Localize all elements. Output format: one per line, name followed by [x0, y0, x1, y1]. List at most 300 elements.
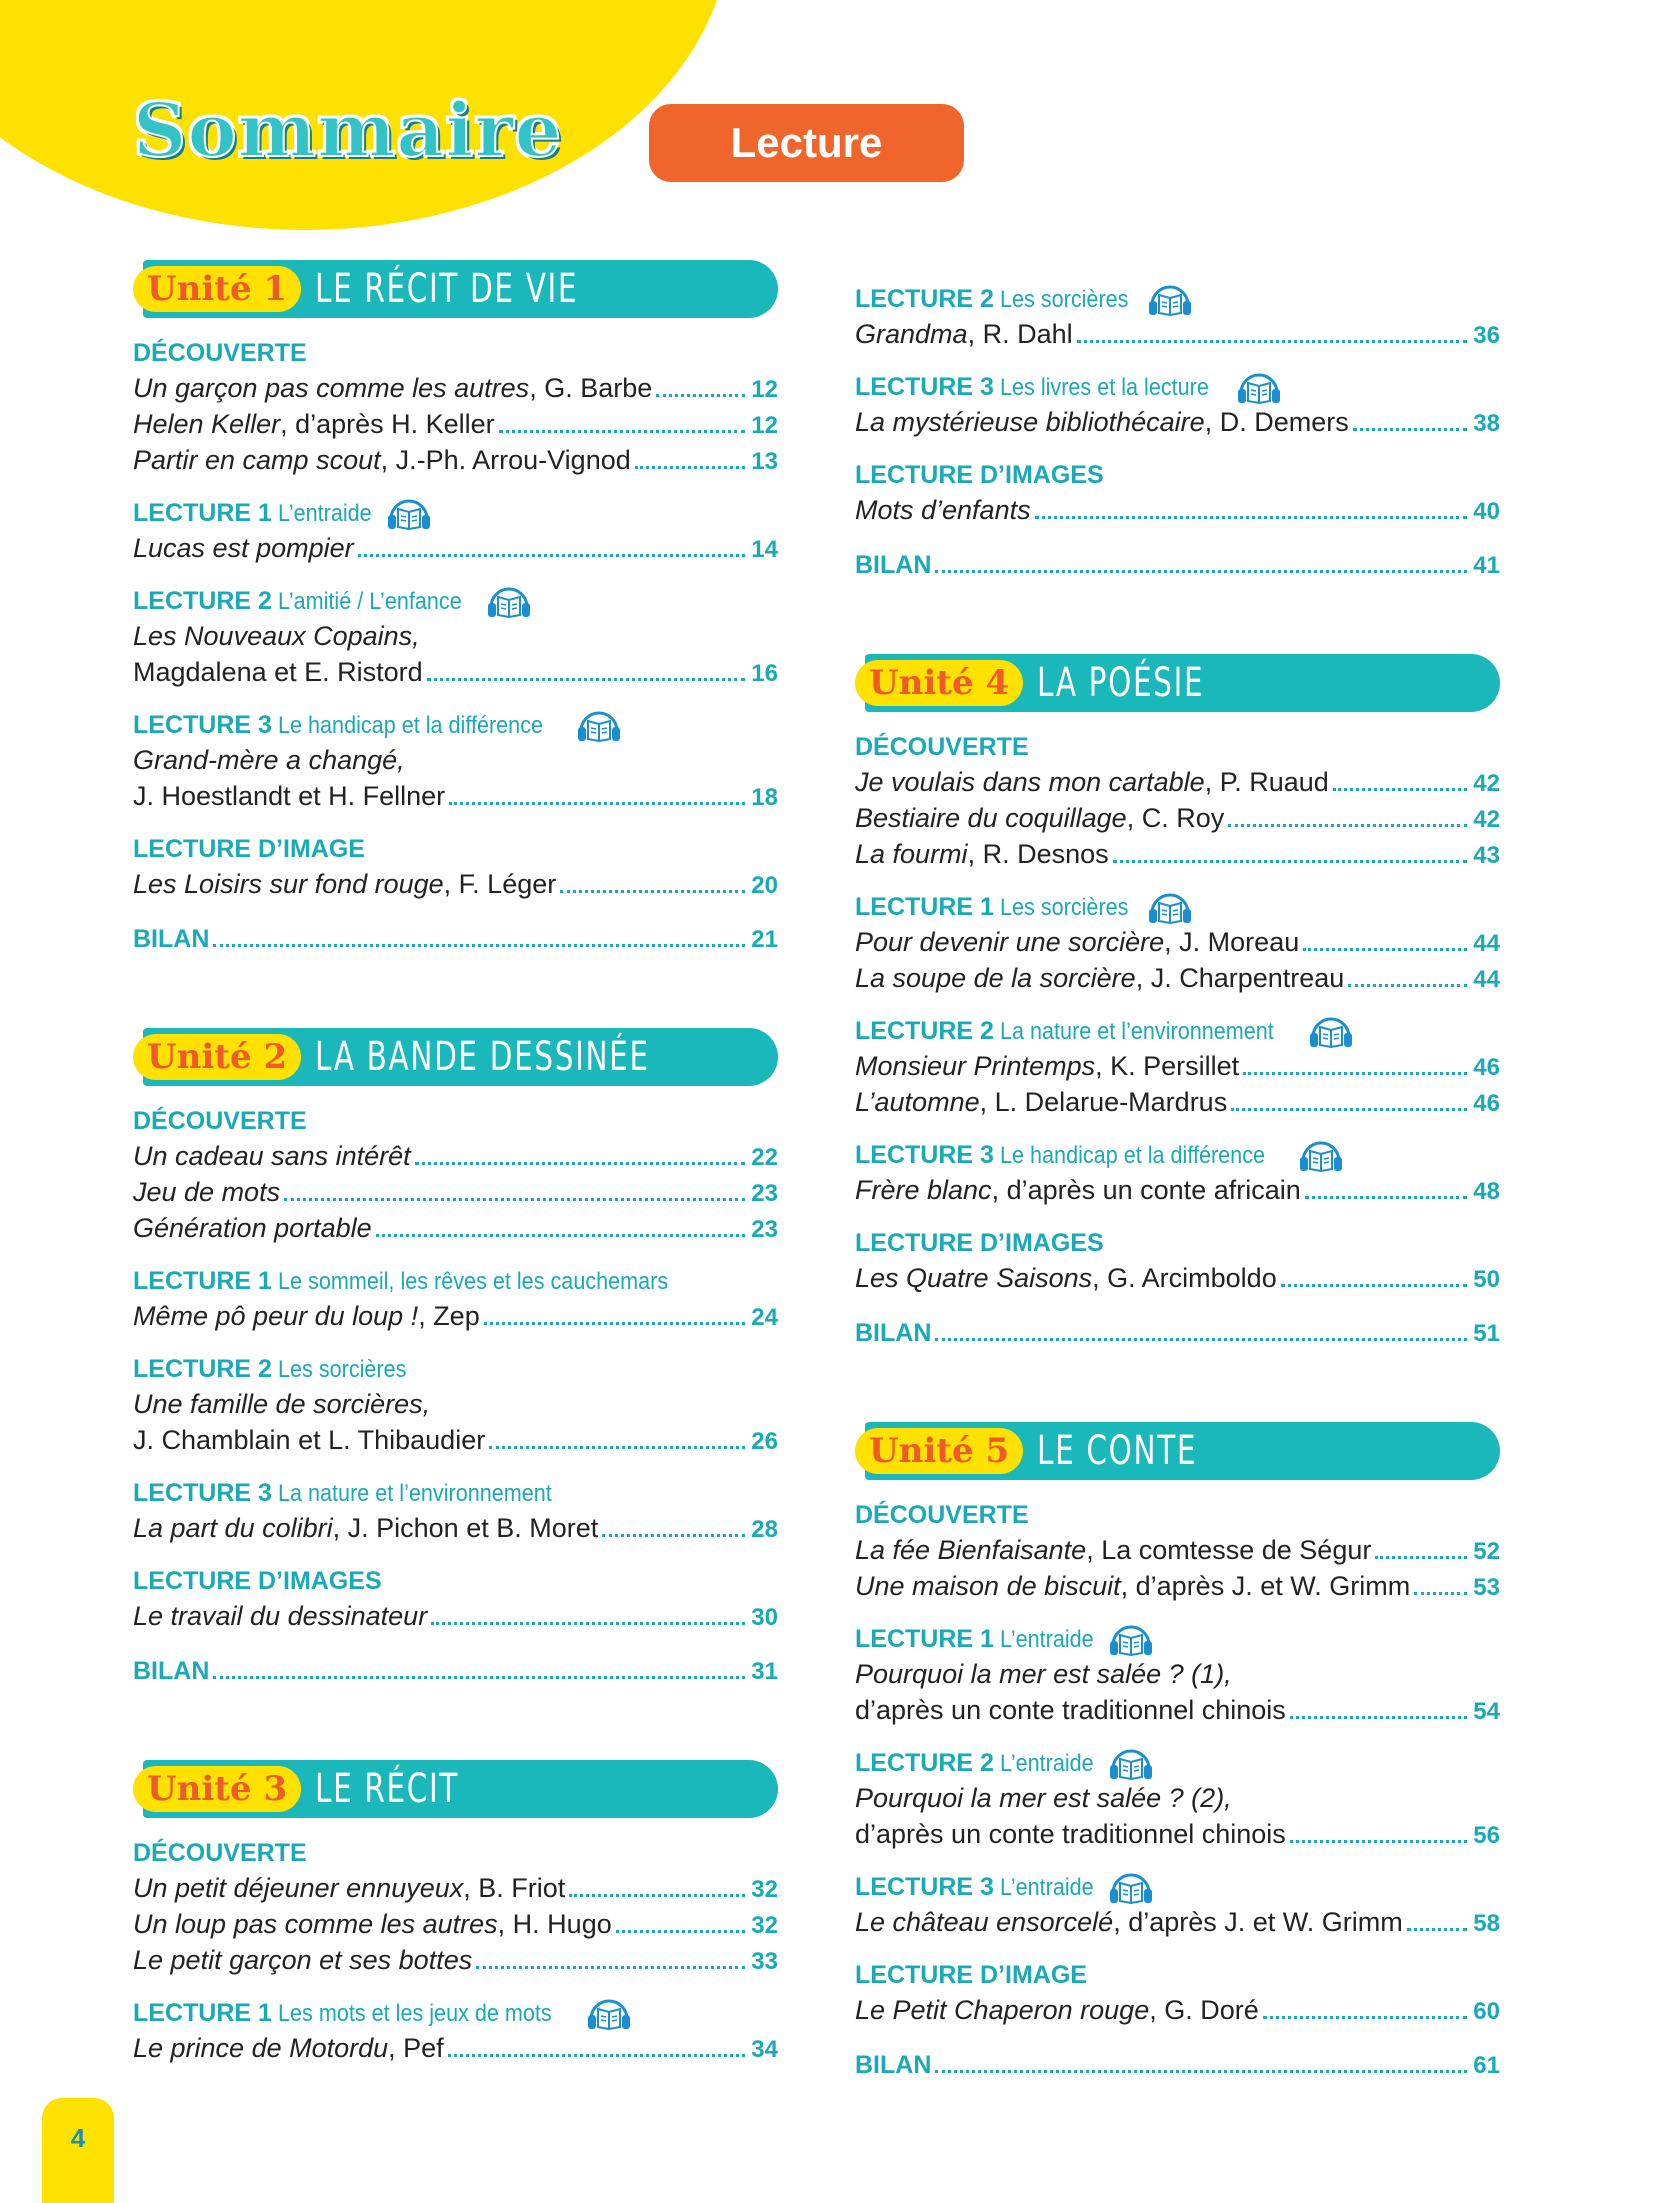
- entry-text: [855, 404, 1349, 440]
- toc-entry[interactable]: [855, 1904, 1500, 1940]
- entry-title: Je voulais dans mon cartable: [855, 767, 1205, 797]
- bilan-label: BILAN: [855, 2051, 932, 2079]
- unit-label: Unité 3: [133, 1766, 301, 1812]
- dot-leader: [1333, 788, 1467, 791]
- toc-section: [133, 1564, 778, 1634]
- toc-entry[interactable]: [133, 1906, 778, 1942]
- dot-leader: [935, 570, 1467, 573]
- toc-unit: [133, 1760, 778, 2066]
- unit-label: Unité 5: [855, 1428, 1023, 1474]
- section-heading: [133, 584, 778, 618]
- toc-entry[interactable]: [133, 778, 778, 814]
- unit-spacer: [133, 956, 778, 1028]
- entry-text: [133, 778, 445, 814]
- toc-entry[interactable]: [855, 1992, 1500, 2028]
- entry-author: , G. Doré: [1149, 1995, 1259, 2025]
- entry-text: [855, 836, 1109, 872]
- toc-entry[interactable]: [133, 1942, 778, 1978]
- toc-section: [133, 584, 778, 690]
- toc-section: [855, 546, 1500, 582]
- page-ref: 16: [751, 660, 778, 687]
- entry-text: [133, 1652, 209, 1689]
- page-ref: 28: [751, 1516, 778, 1543]
- entry-text: [855, 1692, 1286, 1728]
- entry-title: Le petit garçon et ses bottes: [133, 1945, 473, 1975]
- toc-section: [855, 1314, 1500, 1350]
- toc-unit: [855, 1422, 1500, 2082]
- toc-entry[interactable]: [855, 764, 1500, 800]
- entry-text: [855, 1172, 1301, 1208]
- entry-text: [855, 1904, 1403, 1940]
- entry-author: , d’après J. et W. Grimm: [1113, 1907, 1403, 1937]
- page-ref: 18: [751, 784, 778, 811]
- section-heading: [133, 1996, 778, 2030]
- page-ref: 44: [1473, 930, 1500, 957]
- section-heading: [855, 1870, 1500, 1904]
- dot-leader: [499, 430, 746, 433]
- entry-title: L’automne: [855, 1087, 980, 1117]
- entry-text: [133, 1298, 480, 1334]
- dot-leader: [284, 1198, 745, 1201]
- dot-leader: [1290, 1716, 1468, 1719]
- toc-entry[interactable]: [855, 316, 1500, 352]
- section-heading: [855, 1498, 1500, 1532]
- dot-leader: [935, 2070, 1467, 2073]
- audio-headphones-icon: [1108, 1747, 1154, 1781]
- section-heading: [133, 1564, 778, 1598]
- section-heading-label: LECTURE D’IMAGE: [133, 835, 365, 863]
- section-topic: Le handicap et la différence: [277, 712, 543, 739]
- toc-entry[interactable]: [133, 1174, 778, 1210]
- toc-left-column: [133, 260, 778, 2066]
- toc-entry[interactable]: [133, 530, 778, 566]
- page-ref: 36: [1473, 322, 1500, 349]
- section-topic: Le sommeil, les rêves et les cauchemars: [277, 1268, 669, 1295]
- dot-leader: [1353, 428, 1468, 431]
- entry-text: [133, 920, 209, 957]
- section-heading-label: LECTURE 2: [855, 1017, 994, 1045]
- section-topic: Les sorcières: [999, 286, 1129, 313]
- entry-author: , G. Barbe: [529, 373, 653, 403]
- section-heading-label: LECTURE 2: [855, 285, 994, 313]
- entry-title: Un garçon pas comme les autres: [133, 373, 530, 403]
- section-heading-label: LECTURE 1: [855, 1625, 994, 1653]
- page-ref: 38: [1473, 410, 1500, 437]
- toc-entry[interactable]: [855, 1260, 1500, 1296]
- toc-entry[interactable]: [133, 442, 778, 478]
- section-badge: Lecture: [649, 104, 964, 182]
- entry-title: Pourquoi la mer est salée ? (1),: [855, 1659, 1232, 1689]
- page-ref: 41: [1473, 552, 1500, 579]
- section-heading-label: LECTURE 1: [133, 1267, 272, 1295]
- unit-title: LA BANDE DESSINÉE: [315, 1034, 650, 1080]
- section-heading-label: LECTURE 2: [133, 587, 272, 615]
- section-heading-label: LECTURE D’IMAGES: [133, 1567, 382, 1595]
- page-ref: 48: [1473, 1178, 1500, 1205]
- page-ref: 60: [1473, 1998, 1500, 2025]
- toc-entry[interactable]: [133, 1210, 778, 1246]
- toc-section: [133, 1264, 778, 1334]
- page-ref: 42: [1473, 770, 1500, 797]
- page-ref: 22: [751, 1144, 778, 1171]
- section-heading: [133, 1264, 778, 1298]
- dot-leader: [1290, 1840, 1468, 1843]
- section-heading-label: LECTURE 1: [133, 1999, 272, 2027]
- toc-entry[interactable]: [855, 404, 1500, 440]
- entry-title: La part du colibri: [133, 1513, 333, 1543]
- page-ref: 24: [751, 1304, 778, 1331]
- toc-entry[interactable]: [855, 1084, 1500, 1120]
- entry-title: Le prince de Motordu: [133, 2033, 389, 2063]
- entry-title: Un cadeau sans intérêt: [133, 1141, 411, 1171]
- page-ref: 42: [1473, 806, 1500, 833]
- toc-entry[interactable]: [133, 1652, 778, 1688]
- unit-label: Unité 1: [133, 266, 301, 312]
- entry-author: , D. Demers: [1204, 407, 1349, 437]
- page-ref: 14: [751, 536, 778, 563]
- entry-text: [855, 492, 1031, 528]
- dot-leader: [1231, 1108, 1467, 1111]
- dot-leader: [415, 1162, 746, 1165]
- audio-headphones-icon: [1308, 1015, 1354, 1049]
- entry-author: Magdalena et E. Ristord: [133, 657, 423, 687]
- entry-text: [855, 2046, 931, 2083]
- toc-section: [855, 730, 1500, 872]
- entry-title: Un petit déjeuner ennuyeux: [133, 1873, 464, 1903]
- page-ref: 46: [1473, 1054, 1500, 1081]
- entry-text: [855, 1568, 1410, 1604]
- dot-leader: [1375, 1556, 1467, 1559]
- unit-label: Unité 4: [855, 660, 1023, 706]
- section-heading: [133, 1104, 778, 1138]
- toc-entry[interactable]: [133, 866, 778, 902]
- unit-title: LA POÉSIE: [1037, 660, 1205, 706]
- toc-section: [855, 1498, 1500, 1604]
- unit-header: [855, 654, 1500, 712]
- entry-title: Grand-mère a changé,: [133, 745, 405, 775]
- toc-section: [133, 1996, 778, 2066]
- entry-text: [855, 764, 1329, 800]
- toc-entry[interactable]: [855, 1692, 1500, 1728]
- dot-leader: [1303, 948, 1467, 951]
- toc-entry[interactable]: [855, 800, 1500, 836]
- section-heading: [855, 1138, 1500, 1172]
- entry-title: La fourmi: [855, 839, 968, 869]
- audio-headphones-icon: [386, 497, 432, 531]
- page-ref: 33: [751, 1948, 778, 1975]
- toc-entry[interactable]: [133, 1598, 778, 1634]
- section-topic: Les mots et les jeux de mots: [277, 2000, 552, 2027]
- entry-title: Les Loisirs sur fond rouge: [133, 869, 444, 899]
- section-topic: L’entraide: [999, 1874, 1094, 1901]
- page-ref: 23: [751, 1180, 778, 1207]
- dot-leader: [449, 802, 745, 805]
- section-topic: L’entraide: [277, 500, 372, 527]
- toc-section: [855, 1870, 1500, 1940]
- toc-unit: [855, 654, 1500, 1350]
- entry-author: , Zep: [418, 1301, 480, 1331]
- entry-text: [855, 1314, 931, 1351]
- toc-entry[interactable]: [855, 1314, 1500, 1350]
- toc-entry[interactable]: [855, 1568, 1500, 1604]
- entry-text: [133, 1906, 612, 1942]
- entry-text: [855, 1816, 1286, 1852]
- section-heading: [133, 1476, 778, 1510]
- bilan-label: BILAN: [133, 925, 210, 953]
- section-heading-label: LECTURE 3: [855, 373, 994, 401]
- entry-title: Même pô peur du loup !: [133, 1301, 419, 1331]
- section-heading-label: LECTURE 1: [133, 499, 272, 527]
- entry-author: , C. Roy: [1126, 803, 1225, 833]
- toc-entry[interactable]: [855, 924, 1500, 960]
- toc-entry[interactable]: [855, 960, 1500, 996]
- entry-title-line: [855, 1656, 1500, 1692]
- entry-title: Le travail du dessinateur: [133, 1601, 428, 1631]
- entry-title-line: [133, 1386, 778, 1422]
- section-heading-label: LECTURE 3: [133, 1479, 272, 1507]
- dot-leader: [448, 2054, 746, 2057]
- toc-section: [855, 458, 1500, 528]
- entry-author: , F. Léger: [443, 869, 557, 899]
- page-ref: 40: [1473, 498, 1500, 525]
- section-heading-label: LECTURE 2: [133, 1355, 272, 1383]
- section-heading: [133, 708, 778, 742]
- entry-text: [133, 1422, 485, 1458]
- toc-right-column: [855, 282, 1500, 2082]
- entry-author: , R. Dahl: [967, 319, 1073, 349]
- toc-entry[interactable]: [855, 492, 1500, 528]
- section-heading-label: DÉCOUVERTE: [855, 1501, 1029, 1529]
- page-ref: 50: [1473, 1266, 1500, 1293]
- page-ref: 26: [751, 1428, 778, 1455]
- page-ref: 52: [1473, 1538, 1500, 1565]
- unit-spacer: [855, 1350, 1500, 1422]
- page-ref: 46: [1473, 1090, 1500, 1117]
- entry-title: La soupe de la sorcière: [855, 963, 1136, 993]
- entry-title: Monsieur Printemps: [855, 1051, 1096, 1081]
- unit-spacer: [133, 1688, 778, 1760]
- entry-title: Une famille de sorcières,: [133, 1389, 431, 1419]
- toc-section: [855, 2046, 1500, 2082]
- section-topic: L’entraide: [999, 1626, 1094, 1653]
- entry-author: , J. Charpentreau: [1135, 963, 1345, 993]
- page-ref: 43: [1473, 842, 1500, 869]
- dot-leader: [602, 1534, 745, 1537]
- section-heading: [133, 1352, 778, 1386]
- toc-section: [133, 1352, 778, 1458]
- audio-headphones-icon: [586, 1997, 632, 2031]
- page-ref: 58: [1473, 1910, 1500, 1937]
- toc-entry[interactable]: [133, 370, 778, 406]
- section-heading-label: DÉCOUVERTE: [133, 1839, 307, 1867]
- dot-leader: [476, 1966, 745, 1969]
- toc-entry[interactable]: [133, 2030, 778, 2066]
- section-heading-label: LECTURE D’IMAGES: [855, 1229, 1104, 1257]
- entry-text: [133, 866, 556, 902]
- toc-entry[interactable]: [855, 546, 1500, 582]
- page-ref: 54: [1473, 1698, 1500, 1725]
- entry-author: , R. Desnos: [967, 839, 1109, 869]
- toc-section: [855, 1014, 1500, 1120]
- toc-entry[interactable]: [855, 1172, 1500, 1208]
- entry-title: La fée Bienfaisante: [855, 1535, 1087, 1565]
- section-heading: [855, 1014, 1500, 1048]
- toc-entry[interactable]: [133, 654, 778, 690]
- toc-section: [133, 1104, 778, 1246]
- page-ref: 13: [751, 448, 778, 475]
- entry-text: [133, 442, 631, 478]
- entry-text: [133, 1174, 280, 1210]
- entry-text: [855, 924, 1299, 960]
- entry-text: [855, 546, 931, 583]
- toc-entry[interactable]: [133, 920, 778, 956]
- page-ref: 31: [751, 1658, 778, 1685]
- section-heading-label: LECTURE 3: [855, 1141, 994, 1169]
- entry-author: J. Hoestlandt et H. Fellner: [133, 781, 446, 811]
- page-ref: 32: [751, 1912, 778, 1939]
- toc-section: [133, 708, 778, 814]
- section-heading-label: DÉCOUVERTE: [133, 339, 307, 367]
- toc-entry[interactable]: [855, 1532, 1500, 1568]
- page-ref: 34: [751, 2036, 778, 2063]
- entry-title: La mystérieuse bibliothécaire: [855, 407, 1205, 437]
- entry-text: [133, 530, 354, 566]
- toc-entry[interactable]: [133, 1298, 778, 1334]
- toc-entry[interactable]: [133, 406, 778, 442]
- toc-section: [133, 336, 778, 478]
- section-topic: La nature et l’environnement: [999, 1018, 1274, 1045]
- unit-spacer: [855, 582, 1500, 654]
- entry-author: , Pef: [388, 2033, 444, 2063]
- entry-title: Jeu de mots: [133, 1177, 281, 1207]
- section-topic: Le handicap et la différence: [999, 1142, 1265, 1169]
- unit-header: [133, 260, 778, 318]
- entry-author: , G. Arcimboldo: [1092, 1263, 1277, 1293]
- section-topic: L’entraide: [999, 1750, 1094, 1777]
- entry-text: [855, 960, 1344, 996]
- entry-title: Le château ensorcelé: [855, 1907, 1114, 1937]
- toc-section: [133, 832, 778, 902]
- entry-text: [855, 1084, 1227, 1120]
- section-topic: Les sorcières: [999, 894, 1129, 921]
- audio-headphones-icon: [486, 585, 532, 619]
- entry-title: Pour devenir une sorcière: [855, 927, 1165, 957]
- toc-entry[interactable]: [855, 1048, 1500, 1084]
- page-ref: 61: [1473, 2052, 1500, 2079]
- entry-text: [855, 1260, 1277, 1296]
- page-ref: 20: [751, 872, 778, 899]
- toc-entry[interactable]: [855, 1816, 1500, 1852]
- entry-text: [133, 2030, 444, 2066]
- dot-leader: [1243, 1072, 1467, 1075]
- page-number-tab: [42, 2098, 114, 2203]
- entry-title: Grandma: [855, 319, 968, 349]
- dot-leader: [1077, 340, 1468, 343]
- entry-text: [133, 654, 423, 690]
- entry-text: [133, 1138, 411, 1174]
- entry-author: , La comtesse de Ségur: [1086, 1535, 1372, 1565]
- section-topic: La nature et l’environnement: [277, 1480, 552, 1507]
- entry-author: , L. Delarue-Mardrus: [979, 1087, 1228, 1117]
- entry-author: , d’après un conte africain: [991, 1175, 1301, 1205]
- entry-text: [133, 406, 495, 442]
- unit-title: LE CONTE: [1037, 1428, 1198, 1474]
- section-heading-label: DÉCOUVERTE: [855, 733, 1029, 761]
- entry-text: [133, 1510, 598, 1546]
- dot-leader: [489, 1446, 745, 1449]
- page-number: 4: [70, 2123, 86, 2153]
- page-ref: 56: [1473, 1822, 1500, 1849]
- entry-title: Les Nouveaux Copains,: [133, 621, 420, 651]
- audio-headphones-icon: [1108, 1623, 1154, 1657]
- dot-leader: [635, 466, 746, 469]
- dot-leader: [935, 1338, 1467, 1341]
- section-topic: Les livres et la lecture: [999, 374, 1209, 401]
- dot-leader: [569, 1894, 745, 1897]
- entry-author: , B. Friot: [463, 1873, 566, 1903]
- entry-text: [855, 316, 1073, 352]
- section-heading: [855, 1622, 1500, 1656]
- entry-author: d’après un conte traditionnel chinois: [855, 1695, 1286, 1725]
- page-ref: 12: [751, 376, 778, 403]
- entry-author: , J. Pichon et B. Moret: [332, 1513, 599, 1543]
- unit-label: Unité 2: [133, 1034, 301, 1080]
- entry-author: J. Chamblain et L. Thibaudier: [133, 1425, 486, 1455]
- toc-entry[interactable]: [133, 1422, 778, 1458]
- dot-leader: [213, 1676, 745, 1679]
- section-topic: Les sorcières: [277, 1356, 407, 1383]
- page-ref: 21: [751, 926, 778, 953]
- entry-author: , d’après H. Keller: [280, 409, 495, 439]
- toc-entry[interactable]: [133, 1510, 778, 1546]
- page-ref: 12: [751, 412, 778, 439]
- section-heading: [855, 1958, 1500, 1992]
- entry-text: [133, 1598, 427, 1634]
- dot-leader: [1348, 984, 1467, 987]
- page-ref: 51: [1473, 1320, 1500, 1347]
- section-heading-label: DÉCOUVERTE: [133, 1107, 307, 1135]
- toc-entry[interactable]: [855, 2046, 1500, 2082]
- dot-leader: [358, 554, 746, 557]
- section-heading: [133, 496, 778, 530]
- entry-author: , J.-Ph. Arrou-Vignod: [380, 445, 631, 475]
- section-heading: [855, 1746, 1500, 1780]
- section-heading: [855, 730, 1500, 764]
- toc-entry[interactable]: [133, 1138, 778, 1174]
- audio-headphones-icon: [1147, 891, 1193, 925]
- entry-title: Frère blanc: [855, 1175, 992, 1205]
- entry-author: d’après un conte traditionnel chinois: [855, 1819, 1286, 1849]
- dot-leader: [616, 1930, 746, 1933]
- toc-section: [855, 1958, 1500, 2028]
- toc-entry[interactable]: [855, 836, 1500, 872]
- dot-leader: [560, 890, 745, 893]
- page-title: Sommaire: [133, 88, 563, 174]
- entry-title-line: [855, 1780, 1500, 1816]
- page-ref: 32: [751, 1876, 778, 1903]
- entry-title: Bestiaire du coquillage: [855, 803, 1127, 833]
- section-heading-label: LECTURE 2: [855, 1749, 994, 1777]
- dot-leader: [1305, 1196, 1468, 1199]
- entry-text: [855, 800, 1224, 836]
- entry-author: , P. Ruaud: [1204, 767, 1329, 797]
- entry-text: [133, 370, 652, 406]
- bilan-label: BILAN: [133, 1657, 210, 1685]
- section-heading-label: LECTURE D’IMAGE: [855, 1961, 1087, 1989]
- toc-section: [855, 282, 1500, 352]
- unit-header: [855, 1422, 1500, 1480]
- entry-title: Pourquoi la mer est salée ? (2),: [855, 1783, 1232, 1813]
